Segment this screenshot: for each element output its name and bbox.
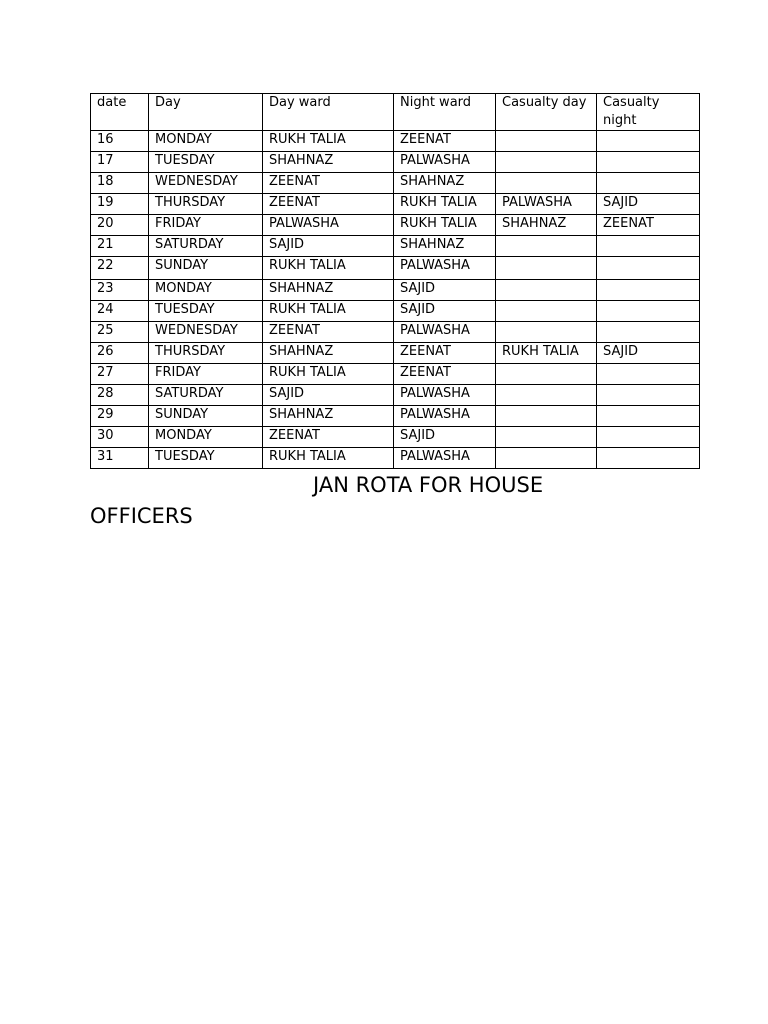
night-ward-cell: SAJID <box>394 280 496 301</box>
day-cell: SUNDAY <box>149 406 263 427</box>
day-cell: WEDNESDAY <box>149 322 263 343</box>
table-row <box>91 236 700 257</box>
casualty-night-cell <box>597 301 700 322</box>
table-row <box>91 131 700 152</box>
table-row <box>91 448 700 469</box>
table-row <box>91 343 700 364</box>
casualty-night-cell <box>597 257 700 280</box>
night-ward-cell: SHAHNAZ <box>394 173 496 194</box>
casualty-day-cell <box>496 131 597 152</box>
table-row <box>91 322 700 343</box>
day-ward-cell: ZEENAT <box>263 427 394 448</box>
casualty-night-cell: ZEENAT <box>597 215 700 236</box>
night-ward-cell: SAJID <box>394 301 496 322</box>
day-cell: SATURDAY <box>149 385 263 406</box>
day-ward-cell: SAJID <box>263 385 394 406</box>
day-ward-cell: SHAHNAZ <box>263 406 394 427</box>
casualty-night-cell <box>597 280 700 301</box>
casualty-day-cell <box>496 280 597 301</box>
casualty-day-cell <box>496 257 597 280</box>
casualty-day-cell <box>496 385 597 406</box>
casualty-day-cell <box>496 406 597 427</box>
day-ward-cell: SAJID <box>263 236 394 257</box>
casualty-day-cell <box>496 364 597 385</box>
date-cell: 20 <box>91 215 149 236</box>
date-cell: 18 <box>91 173 149 194</box>
casualty-day-cell: RUKH TALIA <box>496 343 597 364</box>
casualty-night-cell <box>597 131 700 152</box>
casualty-night-cell <box>597 236 700 257</box>
table-row <box>91 364 700 385</box>
day-cell: WEDNESDAY <box>149 173 263 194</box>
casualty-day-cell <box>496 236 597 257</box>
table-row <box>91 280 700 301</box>
day-ward-cell: RUKH TALIA <box>263 131 394 152</box>
casualty-day-cell <box>496 448 597 469</box>
header-date: date <box>91 94 149 131</box>
casualty-night-cell <box>597 173 700 194</box>
date-cell: 25 <box>91 322 149 343</box>
day-cell: TUESDAY <box>149 152 263 173</box>
header-day: Day <box>149 94 263 131</box>
night-ward-cell: SAJID <box>394 427 496 448</box>
night-ward-cell: PALWASHA <box>394 152 496 173</box>
night-ward-cell: PALWASHA <box>394 322 496 343</box>
date-cell: 23 <box>91 280 149 301</box>
casualty-day-cell <box>496 173 597 194</box>
date-cell: 24 <box>91 301 149 322</box>
date-cell: 22 <box>91 257 149 280</box>
table-row <box>91 152 700 173</box>
day-ward-cell: PALWASHA <box>263 215 394 236</box>
night-ward-cell: ZEENAT <box>394 343 496 364</box>
rota-table-body <box>91 94 700 469</box>
casualty-night-cell <box>597 322 700 343</box>
table-row <box>91 427 700 448</box>
table-header-row <box>91 94 700 131</box>
casualty-night-cell: SAJID <box>597 343 700 364</box>
night-ward-cell: ZEENAT <box>394 131 496 152</box>
day-ward-cell: RUKH TALIA <box>263 364 394 385</box>
table-row <box>91 173 700 194</box>
date-cell: 19 <box>91 194 149 215</box>
day-cell: TUESDAY <box>149 301 263 322</box>
day-cell: MONDAY <box>149 280 263 301</box>
night-ward-cell: PALWASHA <box>394 257 496 280</box>
casualty-day-cell <box>496 152 597 173</box>
night-ward-cell: PALWASHA <box>394 406 496 427</box>
night-ward-cell: ZEENAT <box>394 364 496 385</box>
casualty-night-cell: SAJID <box>597 194 700 215</box>
day-ward-cell: RUKH TALIA <box>263 257 394 280</box>
night-ward-cell: PALWASHA <box>394 385 496 406</box>
date-cell: 29 <box>91 406 149 427</box>
casualty-day-cell: PALWASHA <box>496 194 597 215</box>
day-ward-cell: SHAHNAZ <box>263 280 394 301</box>
night-ward-cell: PALWASHA <box>394 448 496 469</box>
day-cell: FRIDAY <box>149 364 263 385</box>
date-cell: 28 <box>91 385 149 406</box>
header-day-ward: Day ward <box>263 94 394 131</box>
table-row <box>91 385 700 406</box>
night-ward-cell: RUKH TALIA <box>394 215 496 236</box>
header-casualty-night: Casualty night <box>597 94 700 131</box>
table-row <box>91 215 700 236</box>
header-casualty-day: Casualty day <box>496 94 597 131</box>
day-cell: MONDAY <box>149 427 263 448</box>
table-row <box>91 406 700 427</box>
page-title-line-2: OFFICERS <box>90 504 193 528</box>
day-cell: FRIDAY <box>149 215 263 236</box>
day-cell: SUNDAY <box>149 257 263 280</box>
day-cell: TUESDAY <box>149 448 263 469</box>
page-title-line-1: JAN ROTA FOR HOUSE <box>313 473 544 497</box>
casualty-day-cell <box>496 427 597 448</box>
rota-table <box>90 93 700 469</box>
casualty-night-cell <box>597 364 700 385</box>
header-night-ward: Night ward <box>394 94 496 131</box>
day-cell: THURSDAY <box>149 194 263 215</box>
night-ward-cell: RUKH TALIA <box>394 194 496 215</box>
date-cell: 17 <box>91 152 149 173</box>
casualty-day-cell <box>496 301 597 322</box>
day-ward-cell: ZEENAT <box>263 173 394 194</box>
day-cell: SATURDAY <box>149 236 263 257</box>
table-row <box>91 301 700 322</box>
day-cell: MONDAY <box>149 131 263 152</box>
night-ward-cell: SHAHNAZ <box>394 236 496 257</box>
day-ward-cell: RUKH TALIA <box>263 301 394 322</box>
casualty-day-cell <box>496 322 597 343</box>
casualty-night-cell <box>597 406 700 427</box>
date-cell: 26 <box>91 343 149 364</box>
date-cell: 16 <box>91 131 149 152</box>
day-cell: THURSDAY <box>149 343 263 364</box>
date-cell: 30 <box>91 427 149 448</box>
day-ward-cell: ZEENAT <box>263 322 394 343</box>
casualty-night-cell <box>597 385 700 406</box>
casualty-night-cell <box>597 427 700 448</box>
table-row <box>91 257 700 280</box>
date-cell: 27 <box>91 364 149 385</box>
casualty-night-cell <box>597 152 700 173</box>
casualty-day-cell: SHAHNAZ <box>496 215 597 236</box>
day-ward-cell: ZEENAT <box>263 194 394 215</box>
date-cell: 21 <box>91 236 149 257</box>
day-ward-cell: SHAHNAZ <box>263 343 394 364</box>
day-ward-cell: SHAHNAZ <box>263 152 394 173</box>
date-cell: 31 <box>91 448 149 469</box>
table-row <box>91 194 700 215</box>
casualty-night-cell <box>597 448 700 469</box>
day-ward-cell: RUKH TALIA <box>263 448 394 469</box>
